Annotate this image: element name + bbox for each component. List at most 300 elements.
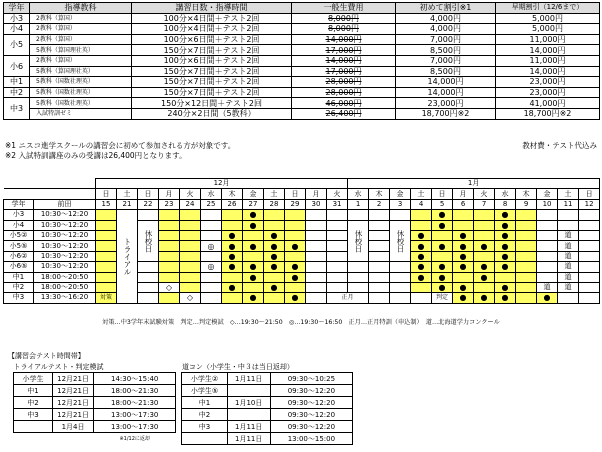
- day-cell: 31: [327, 199, 348, 209]
- sched-right-grade: 小学生②: [182, 373, 227, 385]
- day-slot: [306, 241, 327, 251]
- calendar-weekday-row: [4, 189, 600, 199]
- day-slot: ●: [453, 241, 474, 251]
- day-slot: [369, 241, 390, 251]
- day-slot: [264, 220, 285, 230]
- day-slot: [537, 272, 558, 282]
- calendar-month-row: [4, 179, 600, 189]
- fee-header: 学年: [4, 3, 30, 14]
- day-slot: [579, 272, 600, 282]
- day-slot: 道: [558, 272, 579, 282]
- day-slot: ◇: [180, 293, 201, 303]
- weekday-cell: 金: [390, 189, 411, 199]
- note-1: ※1 ニスコ進学スクールの講習会に初めて参加される方が対象です。: [5, 141, 236, 150]
- col-grade-header: 学年: [4, 199, 34, 209]
- day-slot: ●: [495, 230, 516, 240]
- fee-early: 23,000円: [496, 77, 600, 88]
- day-slot: ●: [537, 293, 558, 303]
- sched-left-time: 14:30～15:40: [94, 373, 176, 385]
- day-slot: [159, 210, 180, 220]
- day-cell: 4: [411, 199, 432, 209]
- day-cell: 29: [285, 199, 306, 209]
- day-slot: [285, 282, 306, 292]
- day-slot: [180, 272, 201, 282]
- day-slot: ●: [222, 251, 243, 261]
- row-grade: 小6②: [4, 251, 34, 261]
- sched-left-grade: 中1: [14, 385, 53, 397]
- day-slot: ●: [453, 230, 474, 240]
- calendar-row: [4, 241, 600, 251]
- day-slot: ●: [432, 241, 453, 251]
- day-slot: [516, 241, 537, 251]
- day-slot: [516, 262, 537, 272]
- day-slot: [138, 210, 159, 220]
- closed-label: 休校日: [138, 220, 159, 262]
- day-cell: 23: [159, 199, 180, 209]
- fee-general: 8,000円: [292, 13, 396, 24]
- calendar-row: [4, 272, 600, 282]
- day-slot: 判定: [432, 293, 453, 303]
- day-slot: ●: [264, 230, 285, 240]
- day-slot: [201, 220, 222, 230]
- day-cell: 1: [348, 199, 369, 209]
- weekday-cell: 月: [306, 189, 327, 199]
- day-slot: [327, 272, 348, 282]
- day-slot: [222, 210, 243, 220]
- fee-grade: 小4: [4, 24, 30, 35]
- day-slot: [516, 272, 537, 282]
- day-slot: [159, 272, 180, 282]
- day-slot: [432, 230, 453, 240]
- sched-left-grade: [14, 421, 53, 433]
- day-slot: ●: [285, 241, 306, 251]
- day-slot: [96, 241, 117, 251]
- day-cell: 27: [243, 199, 264, 209]
- day-slot: [138, 262, 159, 272]
- day-slot: ●: [243, 262, 264, 272]
- day-slot: ●: [243, 210, 264, 220]
- fee-subject: 5教科（国数社理英）: [30, 87, 132, 98]
- weekday-cell: 火: [327, 189, 348, 199]
- day-slot: [348, 262, 369, 272]
- sched-left-grade: 中2: [14, 397, 53, 409]
- day-slot: [138, 272, 159, 282]
- day-slot: [180, 220, 201, 230]
- day-slot: [222, 220, 243, 230]
- schedule-row: [14, 421, 353, 433]
- fee-subject: 5教科（国数社理英）: [30, 98, 132, 109]
- day-slot: [306, 251, 327, 261]
- fee-general: 46,000円: [292, 98, 396, 109]
- day-slot: ●: [264, 262, 285, 272]
- day-slot: [537, 262, 558, 272]
- fee-general: 28,000円: [292, 87, 396, 98]
- day-slot: ●: [285, 272, 306, 282]
- day-cell: 21: [117, 199, 138, 209]
- weekday-cell: 土: [117, 189, 138, 199]
- day-slot: [180, 230, 201, 240]
- day-slot: 道: [537, 282, 558, 292]
- weekday-cell: 土: [411, 189, 432, 199]
- fee-grade: 小6: [4, 55, 30, 76]
- day-slot: [306, 262, 327, 272]
- day-slot: [390, 272, 411, 282]
- day-slot: [579, 262, 600, 272]
- fee-row: [4, 13, 600, 24]
- weekday-cell: 日: [138, 189, 159, 199]
- day-slot: [138, 282, 159, 292]
- sched-right-time: 09:30～12:20: [270, 397, 352, 409]
- fee-hours: 100分×6日間＋テスト2回: [132, 55, 292, 66]
- day-slot: [579, 210, 600, 220]
- day-slot: [327, 220, 348, 230]
- schedule-row: [14, 397, 353, 409]
- day-slot: [201, 210, 222, 220]
- day-slot: [180, 282, 201, 292]
- day-slot: [516, 220, 537, 230]
- fee-early: 23,000円: [496, 87, 600, 98]
- sched-right-date: 1月11日: [227, 421, 270, 433]
- day-slot: ●: [453, 282, 474, 292]
- day-slot: [558, 293, 579, 303]
- fee-early: 14,000円: [496, 45, 600, 56]
- fee-hours: 100分×6日間＋テスト2回: [132, 34, 292, 45]
- fee-hours: 150分×12日間＋テスト2回: [132, 98, 292, 109]
- day-slot: ●: [495, 262, 516, 272]
- weekday-cell: 木: [516, 189, 537, 199]
- day-slot: [516, 293, 537, 303]
- day-slot: [579, 220, 600, 230]
- day-slot: [411, 210, 432, 220]
- calendar-row: [4, 210, 600, 220]
- day-slot: 対策: [96, 293, 117, 303]
- calendar-row: [4, 230, 600, 240]
- fee-first: 7,000円: [396, 34, 496, 45]
- day-cell: 10: [537, 199, 558, 209]
- fee-subject: 2教科（算国）: [30, 13, 132, 24]
- fee-header: 早期割引（12/6まで）: [496, 3, 600, 14]
- fee-early: 5,000円: [496, 13, 600, 24]
- fee-subject: 5教科（算国理社英）: [30, 66, 132, 77]
- fee-grade: 小5: [4, 34, 30, 55]
- day-slot: [285, 220, 306, 230]
- schedule-row: [14, 433, 353, 445]
- month-jan: 1月: [348, 179, 600, 189]
- day-slot: [285, 210, 306, 220]
- day-slot: [348, 282, 369, 292]
- day-slot: [306, 272, 327, 282]
- day-slot: ●: [474, 293, 495, 303]
- fee-subject: 2教科（算国）: [30, 24, 132, 35]
- day-slot: [159, 262, 180, 272]
- calendar-row: [4, 262, 600, 272]
- row-time: 10:30～12:20: [34, 210, 96, 220]
- day-slot: [516, 251, 537, 261]
- day-slot: [138, 293, 159, 303]
- sched-right-time: 09:30～12:20: [270, 409, 352, 421]
- fee-first: 4,000円: [396, 24, 496, 35]
- day-slot: [327, 251, 348, 261]
- sched-right-time: 13:00～15:00: [270, 433, 352, 445]
- day-slot: [579, 230, 600, 240]
- sched-right-time: 09:30～12:20: [270, 421, 352, 433]
- schedule-calendar: [3, 178, 600, 304]
- col-before-header: 前田: [34, 199, 96, 209]
- day-slot: ●: [474, 241, 495, 251]
- fee-row: [4, 24, 600, 35]
- fee-grade: 中1: [4, 77, 30, 88]
- fee-first: 23,000円: [396, 98, 496, 109]
- day-cell: 9: [516, 199, 537, 209]
- day-slot: [516, 210, 537, 220]
- sched-right-date: 1月11日: [227, 373, 270, 385]
- fee-hours: 150分×7日間＋テスト2回: [132, 45, 292, 56]
- fee-header-row: [4, 3, 600, 14]
- fee-header: 一般生費用: [292, 3, 396, 14]
- day-slot: ●: [432, 220, 453, 230]
- fee-hours: 100分×4日間＋テスト2回: [132, 13, 292, 24]
- day-cell: 22: [138, 199, 159, 209]
- day-slot: ●: [222, 282, 243, 292]
- day-slot: ◎: [201, 262, 222, 272]
- day-cell: 11: [558, 199, 579, 209]
- fee-general: 8,000円: [292, 24, 396, 35]
- day-slot: ●: [432, 282, 453, 292]
- day-slot: [201, 272, 222, 282]
- weekday-cell: 火: [180, 189, 201, 199]
- day-slot: ●: [264, 241, 285, 251]
- schedule-head-right: 道コン（小学生・中３は当日返却）: [182, 361, 353, 373]
- day-slot: [327, 210, 348, 220]
- fee-first: 14,000円: [396, 77, 496, 88]
- day-slot: [369, 272, 390, 282]
- row-time: 18:00～20:50: [34, 282, 96, 292]
- day-slot: [96, 210, 117, 220]
- day-slot: [348, 210, 369, 220]
- day-slot: [453, 272, 474, 282]
- day-slot: [432, 251, 453, 261]
- day-slot: [180, 241, 201, 251]
- day-slot: [537, 251, 558, 261]
- fee-subject: 2教科（算国）: [30, 55, 132, 66]
- day-slot: [96, 282, 117, 292]
- fee-subject: 2教科（算国）: [30, 34, 132, 45]
- day-slot: [264, 293, 285, 303]
- sched-left-date: 12月21日: [53, 385, 94, 397]
- day-slot: [579, 241, 600, 251]
- weekday-cell: 日: [285, 189, 306, 199]
- day-slot: ●: [222, 241, 243, 251]
- day-slot: 道: [558, 230, 579, 240]
- sched-right-grade: 中2: [182, 409, 227, 421]
- day-slot: [327, 262, 348, 272]
- sched-left-grade: 小学生: [14, 373, 53, 385]
- weekday-cell: 水: [495, 189, 516, 199]
- trial-label: トライアル: [117, 210, 138, 304]
- closed-label: 休校日: [348, 220, 369, 262]
- sched-right-grade: 小学生⑤: [182, 385, 227, 397]
- weekday-cell: 月: [453, 189, 474, 199]
- day-slot: [243, 282, 264, 292]
- row-time: 18:00～20:50: [34, 272, 96, 282]
- fee-hours: 150分×7日間＋テスト2回: [132, 77, 292, 88]
- fee-row: [4, 66, 600, 77]
- day-slot: ●: [243, 272, 264, 282]
- day-slot: ●: [453, 251, 474, 261]
- day-slot: [159, 293, 180, 303]
- fee-general: 28,000円: [292, 77, 396, 88]
- sched-left-date: 12月21日: [53, 373, 94, 385]
- fee-first: 8,500円: [396, 66, 496, 77]
- weekday-cell: 木: [222, 189, 243, 199]
- day-slot: ●: [222, 230, 243, 240]
- day-slot: ●: [411, 272, 432, 282]
- row-time: 13:30～16:20: [34, 293, 96, 303]
- day-slot: ◇: [159, 282, 180, 292]
- day-cell: 8: [495, 199, 516, 209]
- day-slot: [390, 262, 411, 272]
- fee-header: 指導教科: [30, 3, 132, 14]
- day-slot: [159, 230, 180, 240]
- day-slot: [201, 251, 222, 261]
- day-slot: [369, 262, 390, 272]
- day-slot: ●: [495, 293, 516, 303]
- fee-general: 17,000円: [292, 45, 396, 56]
- day-slot: [306, 293, 327, 303]
- day-slot: [516, 230, 537, 240]
- fee-first: 8,500円: [396, 45, 496, 56]
- day-slot: [96, 262, 117, 272]
- schedule-head-left: トライアルテスト・判定模試: [14, 361, 176, 373]
- sched-left-time: 18:00～21:30: [94, 397, 176, 409]
- day-slot: ●: [495, 220, 516, 230]
- day-slot: [201, 293, 222, 303]
- day-cell: 26: [222, 199, 243, 209]
- fee-hours: 150分×7日間＋テスト2回: [132, 87, 292, 98]
- day-slot: [369, 210, 390, 220]
- fee-early: 14,000円: [496, 66, 600, 77]
- fee-row: [4, 98, 600, 109]
- day-slot: 正月: [327, 293, 369, 303]
- fee-row: [4, 45, 600, 56]
- day-slot: ●: [453, 293, 474, 303]
- day-cell: 5: [432, 199, 453, 209]
- day-slot: [180, 210, 201, 220]
- day-slot: [537, 210, 558, 220]
- note-right: 教材費・テスト代込み: [522, 141, 597, 150]
- day-slot: [579, 293, 600, 303]
- month-dec: 12月: [96, 179, 348, 189]
- fee-subject: 入試特訓ゼミ: [30, 108, 132, 119]
- day-slot: [474, 282, 495, 292]
- day-slot: [180, 251, 201, 261]
- day-slot: ●: [264, 251, 285, 261]
- fee-row: [4, 77, 600, 88]
- day-slot: [537, 230, 558, 240]
- sched-left-time: 13:00～17:30: [94, 409, 176, 421]
- day-slot: [453, 220, 474, 230]
- day-slot: [474, 251, 495, 261]
- fee-early: 5,000円: [496, 24, 600, 35]
- day-slot: [327, 282, 348, 292]
- fee-table: [3, 2, 600, 120]
- sched-left-time: 18:00～21:30: [94, 385, 176, 397]
- row-grade: 小5②: [4, 230, 34, 240]
- fee-row: [4, 108, 600, 119]
- sched-right-time: 09:30～10:25: [270, 373, 352, 385]
- day-slot: ●: [285, 293, 306, 303]
- calendar-row: [4, 251, 600, 261]
- day-slot: [96, 272, 117, 282]
- day-slot: [222, 272, 243, 282]
- day-slot: [285, 251, 306, 261]
- day-slot: [411, 220, 432, 230]
- day-slot: ●: [495, 210, 516, 220]
- weekday-cell: 水: [201, 189, 222, 199]
- calendar-day-row: [4, 199, 600, 209]
- fee-early: 41,000円: [496, 98, 600, 109]
- fee-hours: 240分×2日間（5教科）: [132, 108, 292, 119]
- day-slot: [579, 251, 600, 261]
- fee-first: 18,700円※2: [396, 108, 496, 119]
- day-slot: [474, 220, 495, 230]
- day-slot: [180, 262, 201, 272]
- day-slot: ●: [495, 282, 516, 292]
- day-slot: ●: [411, 230, 432, 240]
- day-slot: ●: [222, 262, 243, 272]
- day-slot: [243, 230, 264, 240]
- row-time: 10:30～12:20: [34, 241, 96, 251]
- fee-early: 11,000円: [496, 34, 600, 45]
- sched-left-date: 1月4日: [53, 421, 94, 433]
- day-cell: 3: [390, 199, 411, 209]
- row-time: 10:30～12:20: [34, 220, 96, 230]
- day-slot: 道: [558, 241, 579, 251]
- day-slot: [369, 251, 390, 261]
- day-cell: 7: [474, 199, 495, 209]
- calendar-row: [4, 282, 600, 292]
- weekday-cell: 火: [474, 189, 495, 199]
- fee-subject: 5教科（国数社理英）: [30, 77, 132, 88]
- day-slot: ●: [495, 251, 516, 261]
- day-slot: ●: [411, 262, 432, 272]
- fee-header: 初めて割引※1: [396, 3, 496, 14]
- day-slot: [96, 220, 117, 230]
- day-slot: ●: [243, 220, 264, 230]
- day-slot: [264, 210, 285, 220]
- weekday-cell: 木: [369, 189, 390, 199]
- closed-label: 休校日: [390, 220, 411, 262]
- day-cell: 15: [96, 199, 117, 209]
- sched-right-date: 1月11日: [227, 433, 270, 445]
- sched-right-date: [227, 409, 270, 421]
- day-slot: [159, 251, 180, 261]
- day-slot: [369, 293, 390, 303]
- fee-row: [4, 55, 600, 66]
- day-slot: ●: [243, 293, 264, 303]
- sched-left-time: 13:00～17:30: [94, 421, 176, 433]
- day-slot: ●: [411, 251, 432, 261]
- day-slot: [243, 251, 264, 261]
- fee-first: 14,000円: [396, 87, 496, 98]
- fee-first: 4,000円: [396, 13, 496, 24]
- row-grade: 小4: [4, 220, 34, 230]
- fee-row: [4, 87, 600, 98]
- day-slot: ●: [453, 262, 474, 272]
- row-grade: 小3: [4, 210, 34, 220]
- calendar-legend: 対策…中3学年末試験対策 判定…判定模試 ◇…19:30～21:50 ◎…19:30～16:50 正月…正月特訓（申込制） 道…北海道学力コンクール: [102, 319, 500, 326]
- day-slot: 道: [558, 251, 579, 261]
